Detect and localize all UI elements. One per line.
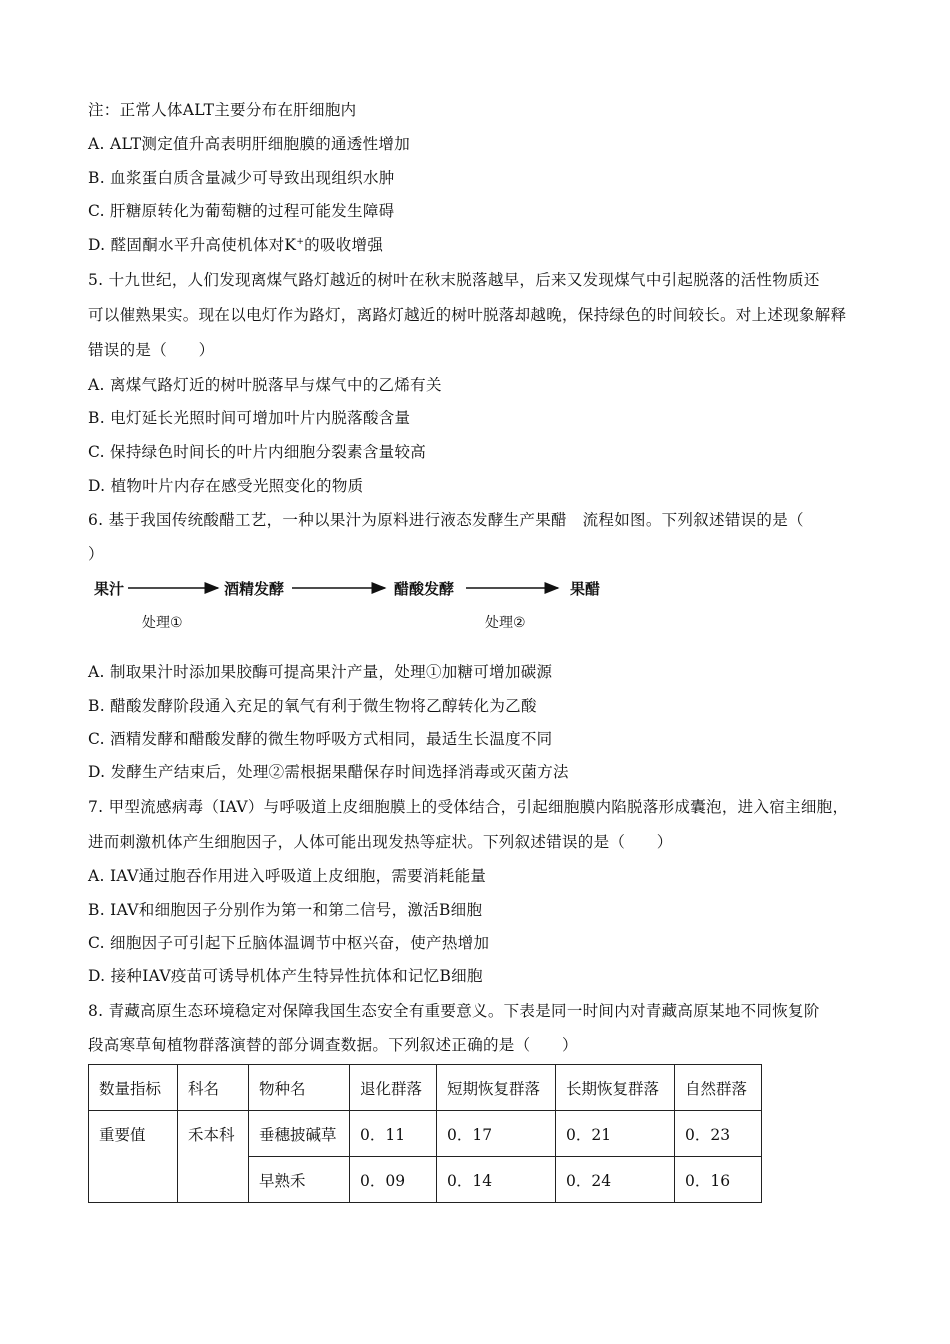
table-row [89,1111,762,1157]
q5-option-d: D. 植物叶片内存在感受光照变化的物质 [88,477,364,495]
q7-option-d: D. 接种IAV疫苗可诱导机体产生特异性抗体和记忆B细胞 [88,967,483,985]
q7-option-a: A. IAV通过胞吞作用进入呼吸道上皮细胞，需要消耗能量 [88,867,487,885]
q6-option-a: A. 制取果汁时添加果胶酶可提高果汁产量，处理①加糖可增加碳源 [88,663,553,681]
q5-stem-line3: 错误的是（ ） [88,341,215,359]
header-cell: 短期恢复群落 [437,1065,556,1111]
flow-step-vinegar: 果醋 [570,580,601,598]
q5-stem-line2: 可以催熟果实。现在以电灯作为路灯，离路灯越近的树叶脱落却越晚，保持绿色的时间较长。对上述现象解释 [88,306,847,324]
value-cell: 0．17 [437,1111,556,1157]
note-text: 注：正常人体ALT主要分布在肝细胞内 [88,101,357,119]
q4-option-b: B. 血浆蛋白质含量减少可导致出现组织水肿 [88,169,395,187]
value-cell: 0．16 [675,1157,762,1203]
q4-option-a: A. ALT测定值升高表明肝细胞膜的通透性增加 [88,135,411,153]
q4-option-d: D. 醛固酮水平升高使机体对K+的吸收增强 [88,236,384,254]
value-cell: 0．23 [675,1111,762,1157]
header-cell: 长期恢复群落 [556,1065,675,1111]
value-cell: 0．11 [350,1111,437,1157]
q7-option-b: B. IAV和细胞因子分别作为第一和第二信号，激活B细胞 [88,901,483,919]
header-cell: 退化群落 [350,1065,437,1111]
value-cell: 0．14 [437,1157,556,1203]
flow-step-juice: 果汁 [94,580,125,598]
q6-option-d: D. 发酵生产结束后，处理②需根据果醋保存时间选择消毒或灭菌方法 [88,763,569,781]
q7-stem-line1: 7. 甲型流感病毒（IAV）与呼吸道上皮细胞膜上的受体结合，引起细胞膜内陷脱落形成囊泡，进入宿主细胞， [88,798,849,816]
header-cell: 数量指标 [89,1065,178,1111]
q8-stem-line2: 段高寒草甸植物群落演替的部分调查数据。下列叙述正确的是（ ） [88,1036,578,1054]
flow-step-alcohol-fermentation: 酒精发酵 [224,580,285,598]
q5-option-a: A. 离煤气路灯近的树叶脱落早与煤气中的乙烯有关 [88,376,442,394]
q6-option-b: B. 醋酸发酵阶段通入充足的氧气有利于微生物将乙醇转化为乙酸 [88,697,537,715]
flow-step-acetic-fermentation: 醋酸发酵 [394,580,455,598]
value-cell: 0．21 [556,1111,675,1157]
flow-treatment-2: 处理② [485,615,526,631]
family-cell: 禾本科 [178,1111,249,1203]
value-cell: 0．09 [350,1157,437,1203]
header-cell: 科名 [178,1065,249,1111]
flow-treatment-1: 处理① [142,615,183,631]
q5-option-b: B. 电灯延长光照时间可增加叶片内脱落酸含量 [88,409,411,427]
q8-stem-line1: 8. 青藏高原生态环境稳定对保障我国生态安全有重要意义。下表是同一时间内对青藏高原某地不同恢复阶 [88,1002,820,1020]
header-cell: 物种名 [249,1065,350,1111]
q6-option-c: C. 酒精发酵和醋酸发酵的微生物呼吸方式相同，最适生长温度不同 [88,730,553,748]
q6-stem-line2: ） [88,545,104,563]
species-cell: 垂穗披碱草 [249,1111,350,1157]
indicator-cell: 重要值 [89,1111,178,1203]
species-cell: 早熟禾 [249,1157,350,1203]
q5-option-c: C. 保持绿色时间长的叶片内细胞分裂素含量较高 [88,443,427,461]
q5-stem-line1: 5. 十九世纪，人们发现离煤气路灯越近的树叶在秋末脱落越早，后来又发现煤气中引起脱落的活性物质还 [88,271,820,289]
survey-data-table [88,1064,762,1203]
q7-option-c: C. 细胞因子可引起下丘脑体温调节中枢兴奋，使产热增加 [88,934,490,952]
header-cell: 自然群落 [675,1065,762,1111]
table-header-row [89,1065,762,1111]
q4-option-c: C. 肝糖原转化为葡萄糖的过程可能发生障碍 [88,202,395,220]
value-cell: 0．24 [556,1157,675,1203]
q7-stem-line2: 进而刺激机体产生细胞因子，人体可能出现发热等症状。下列叙述错误的是（ ） [88,833,673,851]
q6-stem-line1: 6. 基于我国传统酸醋工艺，一种以果汁为原料进行液态发酵生产果醋 流程如图。下列叙述错误的是（ [88,511,804,529]
process-flow-diagram [88,572,708,636]
